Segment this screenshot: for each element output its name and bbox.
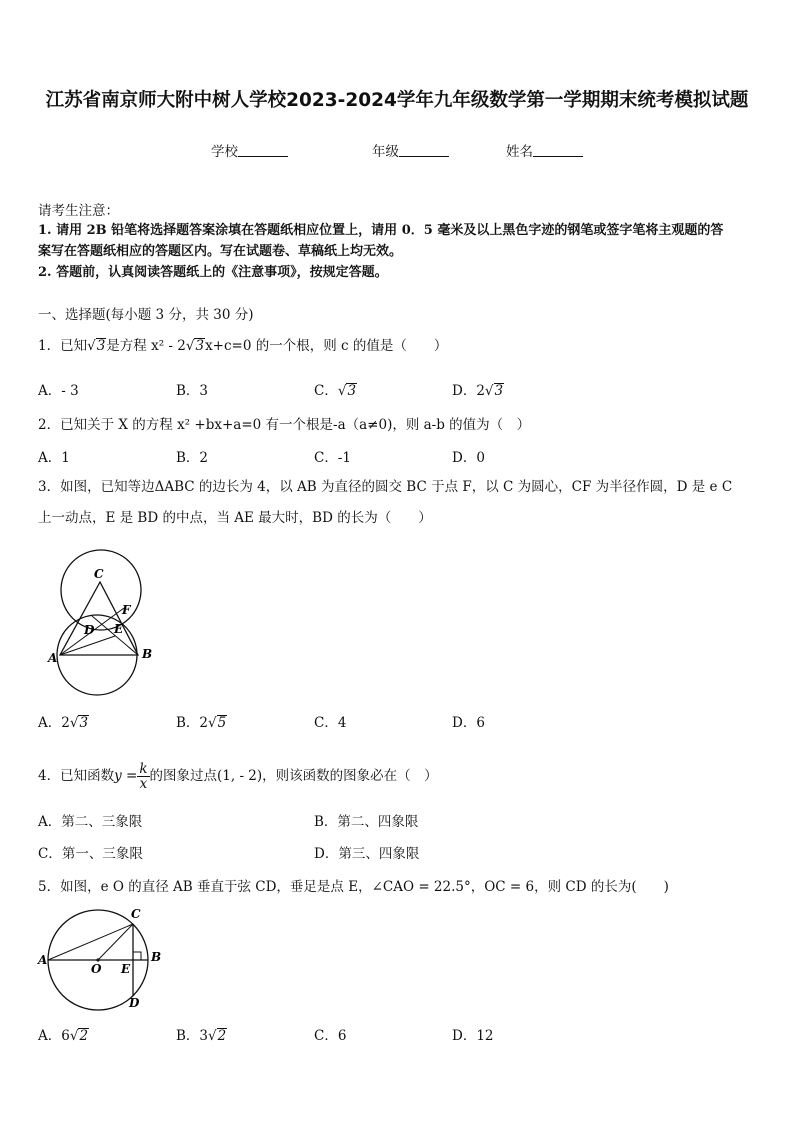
grade-blank (399, 144, 449, 157)
q3-option-c[interactable]: C．4 (314, 715, 347, 731)
q5-option-c[interactable]: C．6 (314, 1028, 347, 1044)
q3-label-a: A (48, 651, 58, 665)
q3-figure (44, 548, 154, 696)
school-blank (238, 144, 288, 157)
q3-option-b[interactable]: B．2√5 (176, 715, 227, 731)
page-title: 江苏省南京师大附中树人学校2023-2024学年九年级数学第一学期期末统考模拟试题 (45, 90, 749, 111)
q5-line-oc (98, 924, 133, 960)
q3-label-c: C (94, 567, 104, 581)
question-1: 1．已知√3是方程 x² - 2√3x+c=0 的一个根，则 c 的值是（ ） (38, 338, 448, 354)
q5-option-b[interactable]: B．3√2 (176, 1028, 227, 1044)
q4-option-a[interactable]: A．第二、三象限 (38, 814, 143, 830)
q5-label-a: A (38, 953, 48, 967)
q3-option-d[interactable]: D．6 (452, 715, 485, 731)
question-4: 4．已知函数y = $\frac{k}{x}$ 的图象过点(1, - 2)，则该函数的图象必在（ ） (38, 761, 438, 792)
q2-option-d[interactable]: D．0 (452, 450, 485, 466)
q5-figure (36, 904, 166, 1014)
q2-option-b[interactable]: B．2 (176, 450, 209, 466)
q5-label-c: C (131, 907, 141, 921)
q5-line-ac (48, 924, 133, 960)
q5-option-d[interactable]: D．12 (452, 1028, 494, 1044)
school-field (211, 140, 288, 160)
q3-label-d: D (84, 623, 95, 637)
name-field (506, 140, 583, 160)
q3-option-a[interactable]: A．2√3 (38, 715, 89, 731)
q5-option-a[interactable]: A．6√2 (38, 1028, 89, 1044)
question-3-line-1: 3．如图，已知等边ΔABC 的边长为 4，以 AB 为直径的圆交 BC 于点 F，以 C 为圆心，CF 为半径作圆，D 是 e C (38, 479, 733, 495)
grade-field (372, 140, 449, 160)
q1-option-a[interactable]: A．- 3 (38, 383, 79, 399)
q5-label-e: E (121, 962, 131, 976)
notice-item-1-line-2: 案写在答题纸相应的答题区内。写在试题卷、草稿纸上均无效。 (38, 244, 403, 259)
q3-label-f: F (122, 603, 131, 617)
q3-triangle (60, 582, 138, 655)
notice-item-2: 2. 答题前，认真阅读答题纸上的《注意事项》，按规定答题。 (38, 265, 388, 280)
q5-right-angle-mark (133, 952, 141, 960)
question-5: 5．如图，e O 的直径 AB 垂直于弦 CD，垂足是点 E，∠CAO = 22.5°，OC = 6，则 CD 的长为( ) (38, 879, 669, 895)
section-1-heading: 一、选择题(每小题 3 分，共 30 分) (38, 307, 254, 323)
name-blank (533, 144, 583, 157)
q5-label-o: O (91, 962, 102, 976)
q4-fraction: $\frac{k}{x}$ (139, 761, 148, 792)
school-label: 学校 (211, 144, 238, 160)
q3-label-e: E (114, 622, 124, 636)
q4-option-d[interactable]: D．第三、四象限 (314, 846, 420, 862)
q1-option-c[interactable]: C．√3 (314, 383, 357, 399)
notice-heading: 请考生注意： (38, 203, 119, 219)
q2-option-a[interactable]: A．1 (38, 450, 70, 466)
q5-label-b: B (151, 950, 162, 964)
notice-item-1-line-1: 1. 请用 2B 铅笔将选择题答案涂填在答题纸相应位置上，请用 0．5 毫米及以上黑色字迹的钢笔或签字笔将主观题的答 (38, 223, 724, 238)
q4-option-c[interactable]: C．第一、三象限 (38, 846, 143, 862)
grade-label: 年级 (372, 144, 399, 160)
question-2: 2．已知关于 X 的方程 x² +bx+a=0 有一个根是-a（a≠0)，则 a-b 的值为（ ） (38, 417, 531, 433)
q3-circle-c (61, 550, 141, 630)
q2-option-c[interactable]: C．-1 (314, 450, 351, 466)
name-label: 姓名 (506, 144, 533, 160)
q3-label-b: B (142, 647, 153, 661)
q5-label-d: D (129, 996, 140, 1010)
q1-option-b[interactable]: B．3 (176, 383, 209, 399)
q1-option-d[interactable]: D．2√3 (452, 383, 504, 399)
question-3-line-2: 上一动点，E 是 BD 的中点，当 AE 最大时，BD 的长为（ ） (38, 510, 432, 526)
q4-option-b[interactable]: B．第二、四象限 (314, 814, 419, 830)
